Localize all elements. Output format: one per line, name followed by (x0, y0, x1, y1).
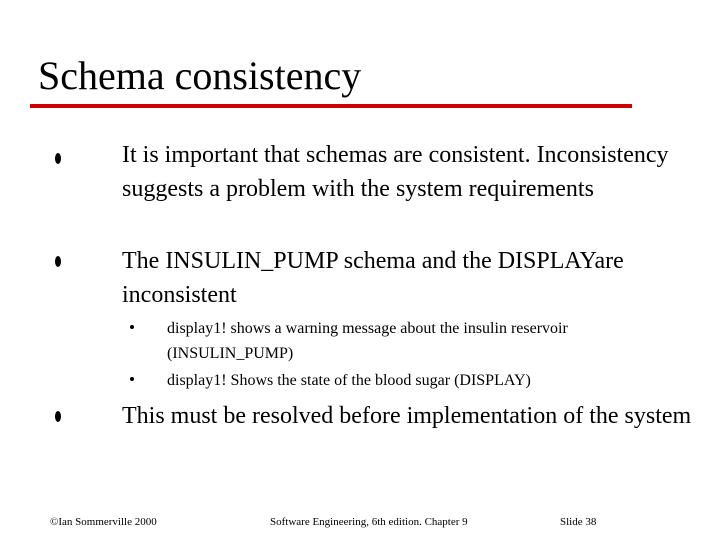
slide-title: Schema consistency (38, 53, 362, 98)
bullet-dot-icon (52, 256, 64, 268)
bullet-text: This must be resolved before implementation of the system (122, 403, 692, 429)
sub-bullet-dot-icon (128, 325, 136, 333)
sub-bullet-text: display1! shows a warning message about the insulin reservoir (INSULIN_PUMP) (167, 320, 568, 362)
bullet-dot-icon (52, 411, 64, 423)
footer-copyright: ©Ian Sommerville 2000 (50, 516, 157, 528)
footer-slide-number: Slide 38 (560, 516, 597, 528)
bullet-dot-icon (52, 153, 64, 165)
footer-book-title: Software Engineering, 6th edition. Chapter 9 (270, 516, 468, 528)
sub-bullet-dot-icon (128, 377, 136, 385)
bullet-text: It is important that schemas are consistent. Inconsistency suggests a problem with the system requirements (122, 142, 669, 202)
sub-bullet-text: display1! Shows the state of the blood sugar (DISPLAY) (167, 372, 531, 389)
title-underline (30, 104, 632, 108)
bullet-text: The INSULIN_PUMP schema and the DISPLAYare inconsistent (122, 248, 624, 308)
